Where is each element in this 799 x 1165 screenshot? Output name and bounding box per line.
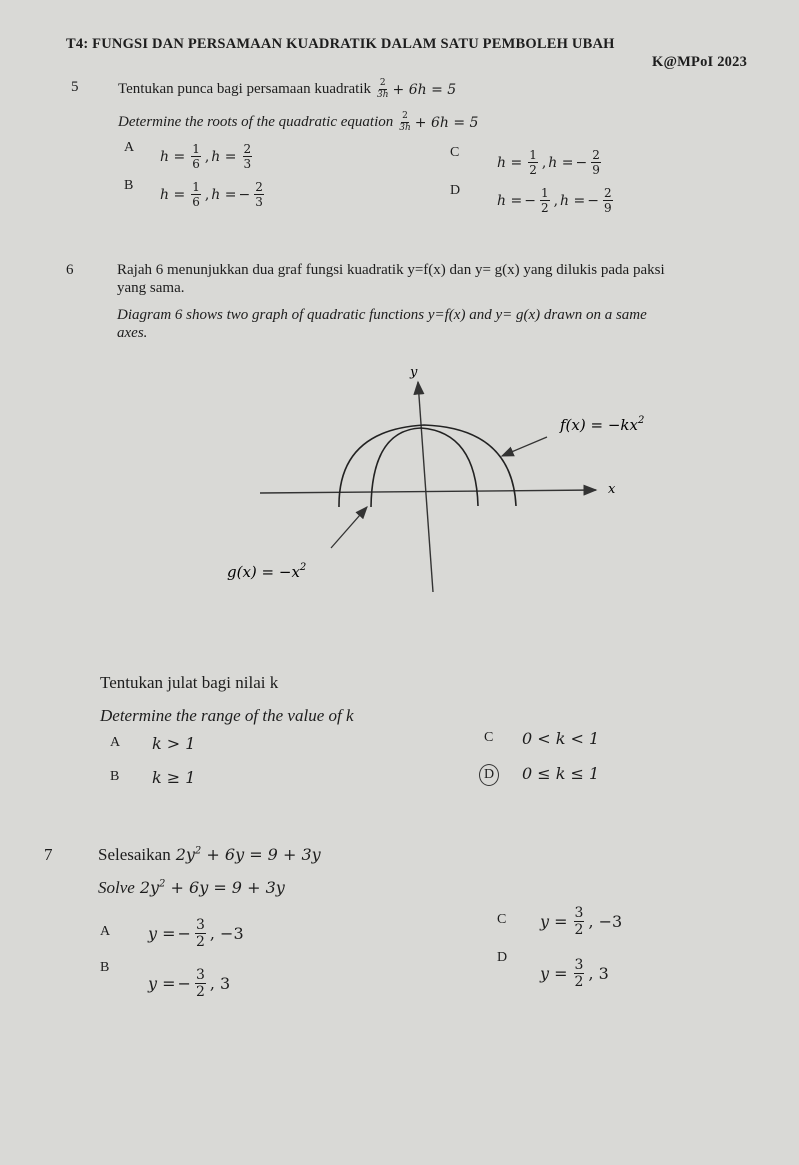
q7-text-en: Solve bbox=[98, 878, 135, 897]
eq-b: + 6y = 9 + 3y bbox=[170, 878, 285, 897]
eq-a: 2y bbox=[175, 845, 195, 864]
numerator: 2 bbox=[592, 148, 600, 162]
tail: , 3 bbox=[209, 974, 231, 993]
eq-a: 2y bbox=[139, 878, 160, 897]
eq-rest: + 6h = 5 bbox=[392, 81, 457, 98]
denominator: 2 bbox=[195, 984, 205, 1000]
numerator: 3 bbox=[574, 957, 584, 973]
x-axis-label: x bbox=[608, 482, 616, 497]
topic-title: T4: FUNGSI DAN PERSAMAAN KUADRATIK DALAM SATU PEMBOLEH UBAH bbox=[66, 36, 615, 52]
q6-option-a-letter[interactable]: A bbox=[110, 735, 121, 750]
eq-b: + 6y = 9 + 3y bbox=[206, 845, 321, 864]
numerator: 1 bbox=[192, 180, 200, 194]
denominator: 9 bbox=[603, 201, 612, 215]
q5-option-d[interactable]: h = − $\frac{1}{2}$ , h = − $\frac{2}{9}$ bbox=[497, 186, 612, 215]
numerator: 1 bbox=[529, 148, 537, 162]
numerator: 3 bbox=[574, 905, 584, 921]
q6-option-a[interactable]: k > 1 bbox=[152, 734, 196, 753]
q5-option-c[interactable]: h = $\frac{1}{2}$ , h = − $\frac{2}{9}$ bbox=[497, 148, 600, 177]
eq-exp: 2 bbox=[159, 878, 166, 890]
f-exp: 2 bbox=[637, 415, 645, 426]
q6-prompt-en: Determine the range of the value of k bbox=[100, 706, 354, 725]
q6-text-en-1: Diagram 6 shows two graph of quadratic functions y=f(x) and y= g(x) drawn on a same bbox=[117, 307, 647, 323]
q7-option-a-letter[interactable]: A bbox=[100, 924, 111, 939]
tail: , −3 bbox=[209, 924, 244, 943]
q7-number: 7 bbox=[44, 845, 53, 864]
sign: − bbox=[587, 192, 599, 209]
num: 2 bbox=[402, 111, 408, 121]
tail: , −3 bbox=[588, 912, 623, 931]
num: 2 bbox=[379, 78, 386, 88]
q5-option-a[interactable]: h = $\frac{1}{6}$ , h = $\frac{2}{3}$ bbox=[160, 142, 252, 171]
denominator: 9 bbox=[592, 163, 600, 177]
q6-text-en-2: axes. bbox=[117, 325, 148, 341]
q6-prompt-ms: Tentukan julat bagi nilai k bbox=[100, 673, 279, 692]
q6-number: 6 bbox=[66, 262, 74, 278]
q5-option-c-letter[interactable]: C bbox=[450, 145, 460, 160]
den: 3h bbox=[377, 90, 389, 100]
q7-option-b-letter[interactable]: B bbox=[100, 960, 110, 975]
q6-option-d-letter-circled[interactable]: D bbox=[479, 764, 499, 786]
sign: − bbox=[575, 154, 588, 171]
eq-exp: 2 bbox=[194, 845, 202, 857]
q6-option-b-letter[interactable]: B bbox=[110, 769, 120, 784]
q5-option-d-letter[interactable]: D bbox=[450, 183, 461, 198]
denominator: 2 bbox=[540, 201, 549, 215]
q6-option-b[interactable]: k ≥ 1 bbox=[152, 768, 196, 787]
denominator: 2 bbox=[529, 163, 537, 177]
numerator: 2 bbox=[255, 180, 263, 194]
q5-number: 5 bbox=[71, 79, 79, 95]
denominator: 3 bbox=[255, 195, 263, 209]
q6-option-c-letter[interactable]: C bbox=[484, 730, 494, 745]
f-label bbox=[559, 415, 644, 434]
q5-text-ms: Tentukan punca bagi persamaan kuadratik bbox=[118, 81, 372, 97]
y-axis-label: y bbox=[410, 365, 418, 380]
q7-option-d[interactable]: y = $\frac{3}{2}$ , 3 bbox=[540, 957, 609, 990]
q6-text-ms-2: yang sama. bbox=[117, 280, 185, 296]
q7-option-b[interactable]: y = − $\frac{3}{2}$ , 3 bbox=[148, 967, 231, 1000]
q5-text-en: Determine the roots of the quadratic equation bbox=[118, 114, 394, 130]
x-axis bbox=[260, 490, 596, 493]
numerator: 3 bbox=[195, 917, 205, 933]
q7-option-c-letter[interactable]: C bbox=[497, 912, 507, 927]
g-pointer-arrow bbox=[331, 507, 367, 548]
numerator: 1 bbox=[540, 186, 549, 200]
exam-code: K@MPoI 2023 bbox=[652, 54, 748, 70]
sign: − bbox=[177, 924, 191, 943]
numerator: 3 bbox=[195, 967, 205, 983]
numerator: 2 bbox=[603, 186, 612, 200]
curve-f bbox=[339, 425, 516, 507]
sign: − bbox=[177, 974, 191, 993]
q7-equation bbox=[176, 845, 321, 864]
denominator: 2 bbox=[574, 922, 584, 938]
denominator: 2 bbox=[195, 934, 205, 950]
q7-option-c[interactable]: y = $\frac{3}{2}$ , −3 bbox=[540, 905, 623, 938]
y-axis bbox=[418, 382, 433, 592]
q7-text-ms: Selesaikan bbox=[98, 845, 171, 864]
denominator: 6 bbox=[192, 195, 200, 209]
q7-equation-en bbox=[140, 878, 285, 897]
g-label-text: g(x) = −x bbox=[227, 563, 300, 581]
numerator: 2 bbox=[243, 142, 252, 156]
denominator: 6 bbox=[192, 157, 200, 171]
tail: , 3 bbox=[588, 964, 609, 983]
q7-question-en bbox=[98, 878, 285, 898]
g-label bbox=[227, 562, 306, 581]
q7-option-a[interactable]: y = − $\frac{3}{2}$ , −3 bbox=[148, 917, 244, 950]
f-pointer-arrow bbox=[502, 437, 547, 456]
f-label-text: f(x) = −kx bbox=[560, 416, 638, 434]
den: 3h bbox=[399, 123, 411, 133]
q5-option-b-letter[interactable]: B bbox=[124, 178, 134, 193]
q5-option-a-letter[interactable]: A bbox=[124, 140, 135, 155]
q7-question-ms bbox=[98, 845, 321, 865]
q5-option-b[interactable]: h = $\frac{1}{6}$ , h = − $\frac{2}{3}$ bbox=[160, 180, 263, 209]
denominator: 3 bbox=[243, 157, 252, 171]
eq-rest: + 6h = 5 bbox=[414, 114, 479, 131]
sign: − bbox=[238, 186, 251, 203]
g-exp: 2 bbox=[299, 562, 307, 573]
sign: − bbox=[524, 192, 536, 209]
q6-option-d[interactable]: 0 ≤ k ≤ 1 bbox=[522, 764, 600, 783]
q7-option-d-letter[interactable]: D bbox=[497, 950, 508, 965]
numerator: 1 bbox=[192, 142, 200, 156]
denominator: 2 bbox=[574, 974, 584, 990]
q6-option-c[interactable]: 0 < k < 1 bbox=[522, 729, 600, 748]
q6-text-ms-1: Rajah 6 menunjukkan dua graf fungsi kuadratik y=f(x) dan y= g(x) yang dilukis pada paksi bbox=[117, 262, 665, 278]
